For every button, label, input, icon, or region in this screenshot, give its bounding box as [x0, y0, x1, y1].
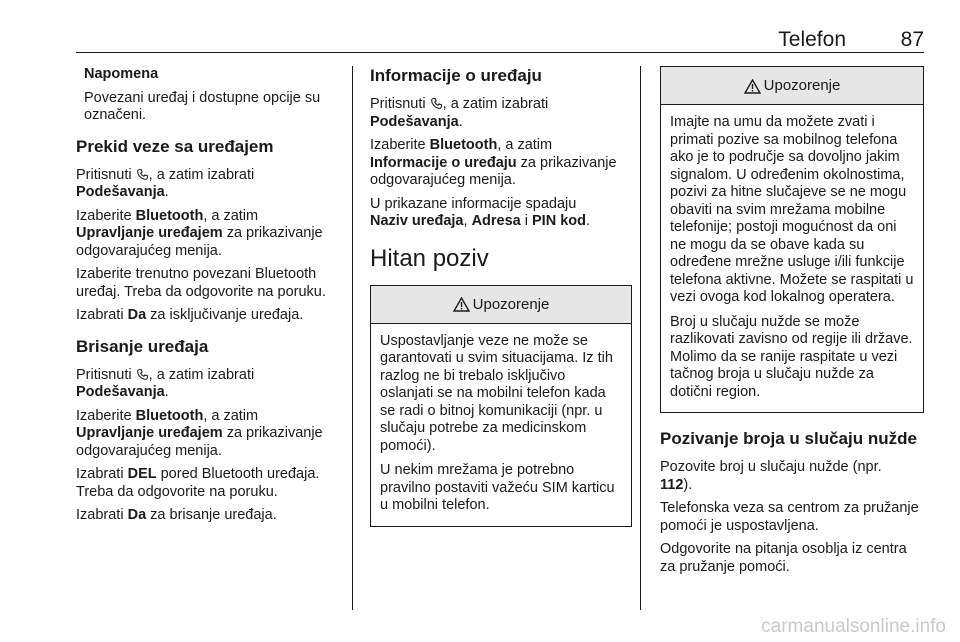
column-2: [370, 66, 632, 527]
section-title-device-info: Informacije o uređaju: [370, 66, 542, 85]
section-title-delete: Brisanje uređaja: [76, 336, 209, 356]
warning-box: [370, 285, 632, 527]
section-title-dial-emergency: Pozivanje broja u slučaju nužde: [660, 429, 917, 448]
paragraph: Pritisnuti , a zatim izabrati Podešavanja.: [76, 166, 255, 200]
warning-title: Upozorenje: [472, 295, 550, 313]
paragraph: Izabrati Da za brisanje uređaja.: [76, 507, 277, 523]
warning-header: [661, 67, 923, 105]
phone-icon: [136, 168, 149, 181]
header-rule: [76, 52, 924, 53]
warning-body: [371, 324, 631, 526]
warning-triangle-icon: [453, 297, 470, 312]
paragraph: Imajte na umu da možete zvati i primati pozive sa mobilnog telefona ako je to područje sa dovoljno jakim signalom. U određenim okolnostima, pozivi za hitne slučajeve se ne mogu obaviti na svim mrežama mobilne telefonije; postoji mogućnost da oni ne mogu da se obave kada su određene mrežne usluge i/ili funkcije telefona aktivne. Možete se raspitati u vezi ovoga kod lokalnog operatera.: [670, 114, 914, 305]
column-divider-1: [352, 66, 353, 610]
paragraph: Pozovite broj u slučaju nužde (npr. 112).: [660, 459, 882, 493]
paragraph: Telefonska veza sa centrom za pružanje pomoći je uspostavljena.: [660, 500, 919, 534]
warning-body: [661, 105, 923, 412]
paragraph: Odgovorite na pitanja osoblja iz centra za pružanje pomoći.: [660, 541, 907, 575]
section-title-disconnect: Prekid veze sa uređajem: [76, 136, 274, 156]
warning-title: Upozorenje: [763, 77, 841, 94]
note-block: [76, 66, 342, 125]
warning-header: [371, 286, 631, 324]
paragraph: Izabrati Da za isključivanje uređaja.: [76, 307, 304, 323]
page-number: 87: [900, 28, 924, 51]
note-text: Povezani uređaj i dostupne opcije su označeni.: [84, 89, 321, 123]
warning-triangle-icon: [744, 79, 761, 94]
paragraph: Pritisnuti , a zatim izabrati Podešavanja.: [370, 96, 549, 130]
paragraph: U prikazane informacije spadaju Naziv uređaja, Adresa i PIN kod.: [370, 195, 591, 229]
column-divider-2: [640, 66, 641, 610]
section-title-emergency-call: Hitan poziv: [370, 244, 489, 272]
warning-box: [660, 66, 924, 413]
watermark: carmanualsonline.info: [761, 616, 946, 637]
paragraph: Izaberite Bluetooth, a zatim Informacije o uređaju za prikazivanje odgovarajućeg menija.: [370, 137, 617, 188]
paragraph: Izaberite Bluetooth, a zatim Upravljanje uređajem za prikazivanje odgovarajućeg menija.: [76, 407, 323, 459]
paragraph: Broj u slučaju nužde se može razlikovati zavisno od regije ili države. Molimo da se ranije raspitate u vezi tačnog broja u slučaju nužde za dotični region.: [670, 313, 913, 400]
paragraph: Uspostavljanje veze ne može se garantovati u svim situacijama. Iz tih razlog ne bi trebalo isključivo oslanjati se na mobilni telefon kada se radi o bitnoj komunikaciji (npr. u slučaju potrebe za medicinskom pomoći).: [380, 332, 613, 454]
column-1: [76, 66, 342, 531]
paragraph: Izaberite trenutno povezani Bluetooth uređaj. Treba da odgovorite na poruku.: [76, 266, 326, 300]
phone-icon: [136, 368, 149, 381]
column-3: [660, 66, 924, 582]
paragraph: Izabrati DEL pored Bluetooth uređaja. Treba da odgovorite na poruku.: [76, 466, 320, 500]
page-header: [76, 28, 924, 52]
paragraph: Izaberite Bluetooth, a zatim Upravljanje uređajem za prikazivanje odgovarajućeg menija.: [76, 207, 323, 259]
note-title: Napomena: [84, 66, 159, 82]
paragraph: Pritisnuti , a zatim izabrati Podešavanja.: [76, 366, 255, 400]
page-title: Telefon: [778, 28, 846, 51]
phone-icon: [430, 97, 443, 110]
paragraph: U nekim mrežama je potrebno pravilno postaviti važeću SIM karticu u mobilni telefon.: [380, 462, 615, 513]
